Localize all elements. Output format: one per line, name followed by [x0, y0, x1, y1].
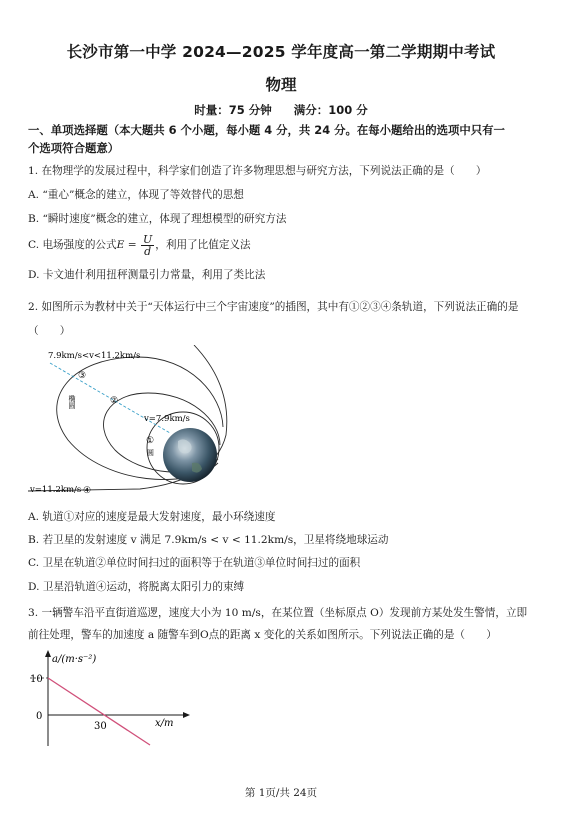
q1-c-prefix: C. 电场强度的公式 [28, 239, 117, 251]
formula-fraction [141, 234, 154, 257]
q1-option-b: B. “瞬时速度”概念的建立，体现了理想模型的研究方法 [28, 213, 287, 225]
q1-option-a: A. “重心”概念的建立，体现了等效替代的思想 [28, 189, 244, 201]
q2-stem-line2: （ ） [28, 325, 71, 337]
q1-option-d: D. 卡文迪什利用扭秤测量引力常量，利用了类比法 [28, 269, 266, 281]
x-axis-arrow-icon [183, 712, 190, 718]
cosmic-velocity-figure [20, 345, 250, 503]
fig-orbit-3-tag: 椭圆 [68, 395, 76, 409]
q2-option-a: A. 轨道①对应的速度是最大发射速度，最小环绕速度 [28, 511, 276, 523]
section1-heading-line1: 一、单项选择题（本大题共 6 个小题，每小题 4 分，共 24 分。在每小题给出的选项中只有一 [28, 123, 505, 137]
time-label: 时量：75 分钟 [194, 103, 272, 117]
fig-label-top: 7.9km/s<v<11.2km/s [48, 351, 141, 361]
section1-heading-line2: 个选项符合题意） [28, 141, 120, 155]
exam-info [0, 102, 562, 118]
q2-option-b: B. 若卫星的发射速度 v 满足 7.9km/s < v < 11.2km/s，卫星将绕地球运动 [28, 534, 389, 546]
q1-c-suffix: ，利用了比值定义法 [155, 239, 251, 251]
y-axis-arrow-icon [45, 650, 51, 657]
q1-stem: 1. 在物理学的发展过程中，科学家们创造了许多物理思想与研究方法，下列说法正确的是（ ） [28, 165, 487, 177]
q2-option-d: D. 卫星沿轨道④运动，将脱离太阳引力的束缚 [28, 581, 245, 593]
q3-stem-line1: 3. 一辆警车沿平直街道巡逻，速度大小为 10 m/s，在某位置（坐标原点 O）发现前方某处发生警情，立即 [28, 607, 528, 619]
graph-y-label: a/(m·s⁻²) [52, 654, 97, 665]
fig-orbit-1-label: ① [146, 436, 155, 446]
exam-title: 长沙市第一中学 2024—2025 学年度高一第二学期期中考试 [66, 43, 496, 61]
q3-stem-line2: 前往处理，警车的加速度 a 随警车到O点的距离 x 变化的关系如图所示。下列说法正确的是（ ） [28, 629, 497, 641]
fig-label-bottom: v=11.2km/s [30, 485, 82, 495]
q1-c-eq: = [124, 239, 140, 251]
q2-option-c: C. 卫星在轨道②单位时间扫过的面积等于在轨道③单位时间扫过的面积 [28, 557, 361, 569]
a-x-line [48, 678, 150, 745]
fraction-numerator: U [142, 232, 153, 246]
fig-orbit-1-tag: 圆 [147, 449, 154, 457]
score-label: 满分：100 分 [293, 103, 368, 117]
fig-label-mid: v=7.9km/s [144, 414, 190, 424]
q3-graph [28, 648, 198, 750]
earth-icon [163, 428, 217, 482]
graph-x-label: x/m [155, 718, 174, 729]
graph-x-tick: 30 [94, 721, 107, 732]
exam-subject: 物理 [265, 76, 297, 94]
q1-option-c [28, 233, 538, 257]
q2-stem-line1: 2. 如图所示为教材中关于“天体运行中三个宇宙速度”的插图，其中有①②③④条轨道，下列说法正确的是 [28, 301, 519, 313]
graph-y-tick: 10 [30, 674, 43, 685]
fig-orbit-3-label: ③ [78, 371, 87, 381]
fraction-denominator: d [144, 244, 152, 258]
fig-orbit-4-label: ④ [83, 486, 92, 496]
q1-c-var: E [116, 239, 125, 251]
graph-origin: 0 [36, 711, 43, 722]
fig-orbit-2-label: ② [110, 396, 119, 406]
page-footer: 第 1页/共 24页 [244, 787, 318, 799]
